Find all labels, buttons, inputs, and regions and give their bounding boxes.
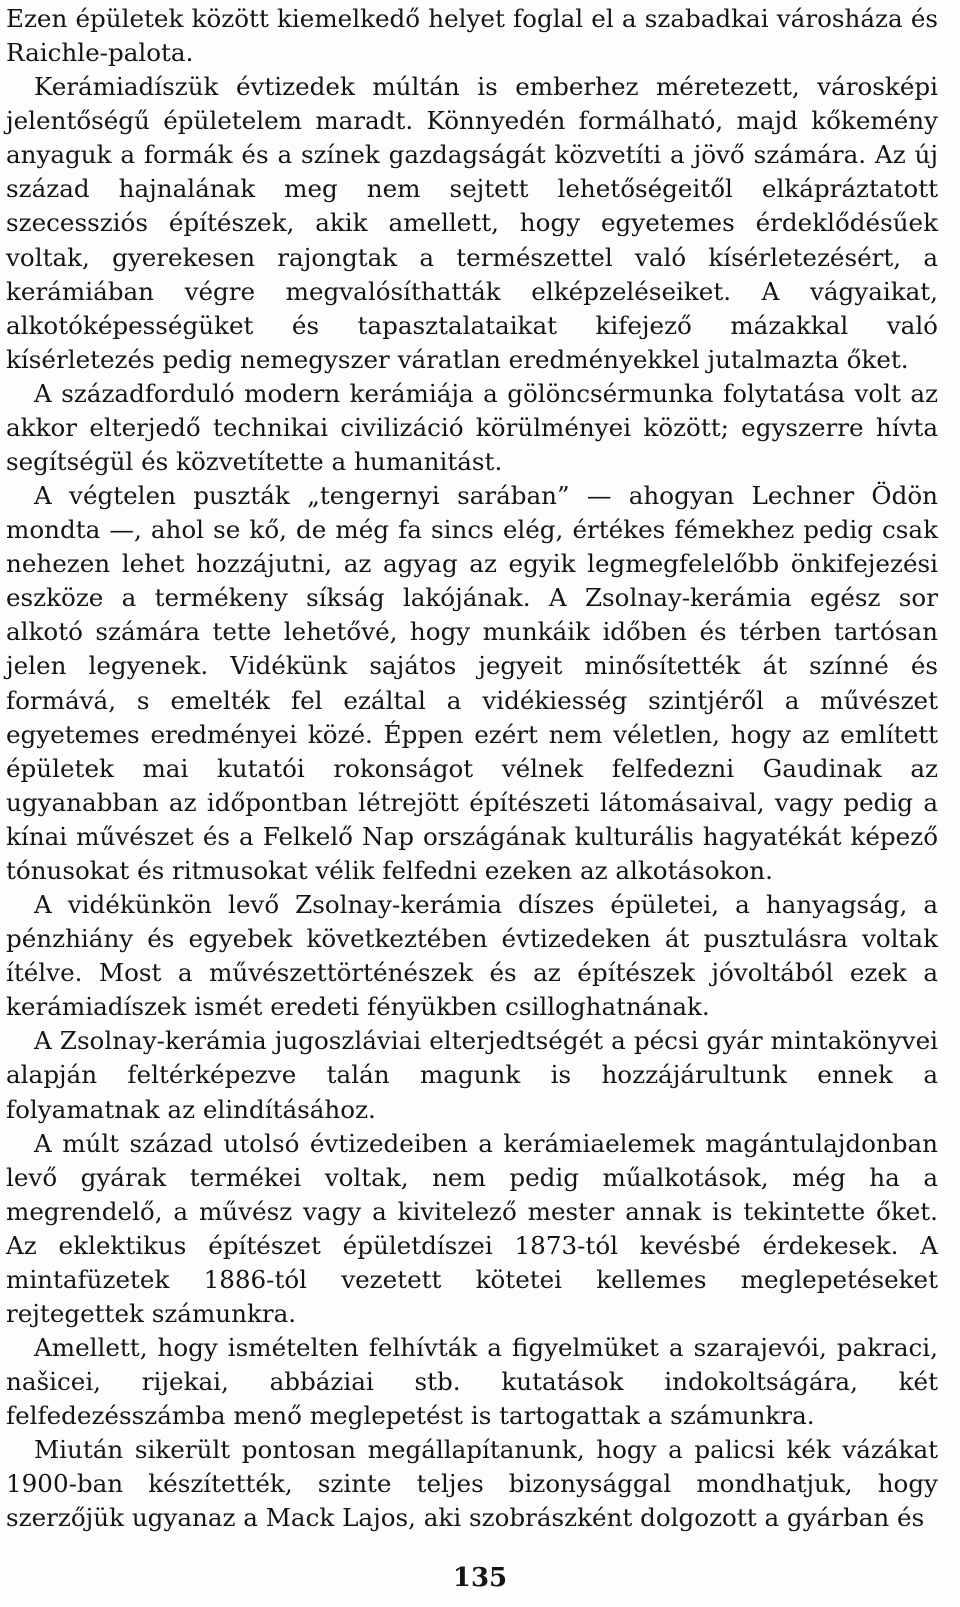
paragraph-8: Amellett, hogy ismételten felhívták a figyelmüket a szarajevói, pakraci, našicei, rijekai, abbáziai stb. kutatások indokoltságára, két felfedezésszámba menő meglepetést is tartogattak a számunkra. xyxy=(6,1333,938,1431)
paragraph-2: Kerámiadíszük évtizedek múltán is emberhez méretezett, városképi jelentőségű épületelem maradt. Könnyedén formálható, majd kőkemény anyaguk a formák és a színek gazdagságát közvetíti a jövő számára. Az új század hajnalának meg nem sejtett lehetőségeitől elkápráztatott szecessziós építészek, akik amellett, hogy egyetemes érdeklődésűek voltak, gyerekesen rajongtak a természettel való kísérletezésért, a kerámiában végre megvalósíthatták elképzeléseiket. A vágyaikat, alkotóképességüket és tapasztalataikat kifejező mázakkal való kísérletezés pedig nemegyszer váratlan eredményekkel jutalmazta őket. xyxy=(6,72,938,374)
paragraph-6: A Zsolnay-kerámia jugoszláviai elterjedtségét a pécsi gyár mintakönyvei alapján feltérképezve talán magunk is hozzájárultunk ennek a folyamatnak az elindításához. xyxy=(6,1026,938,1124)
paragraph-4: A végtelen puszták „tengernyi sarában” — ahogyan Lechner Ödön mondta —, ahol se kő, de még fa sincs elég, értékes fémekhez pedig csak nehezen lehet hozzájutni, az agyag az egyik legmegfelelőbb önkifejezési eszköze a termékeny síkság lakójának. A Zsolnay-kerámia egész sor alkotó számára tette lehetővé, hogy munkáik időben és térben tartósan jelen legyenek. Vidékünk sajátos jegyeit minősítették át színné és formává, s emelték fel ezáltal a vidékiesség szintjéről a művészet egyetemes eredményei közé. Éppen ezért nem véletlen, hogy az említett épületek mai kutatói rokonságot vélnek felfedezni Gaudinak az ugyanabban az időpontban létrejött építészeti látomásaival, vagy pedig a kínai művészet és a Felkelő Nap országának kulturális hagyatékát képező tónusokat és ritmusokat vélik felfedni ezeken az alkotásokon. xyxy=(6,481,938,885)
paragraph-7: A múlt század utolsó évtizedeiben a kerámiaelemek magántulajdonban levő gyárak termékei voltak, nem pedig műalkotások, még ha a megrendelő, a művész vagy a kivitelező mester annak is tekintette őket. Az eklektikus építészet épületdíszei 1873-tól kevésbé érdekesek. A mintafüzetek 1886-tól vezetett kötetei kellemes meglepetéseket rejtegettek számunkra. xyxy=(6,1128,938,1328)
page-number: 135 xyxy=(452,1563,508,1593)
paragraph-5: A vidékünkön levő Zsolnay-kerámia díszes épületei, a hanyagság, a pénzhiány és egyebek következtében évtizedeken át pusztulásra voltak ítélve. Most a művészettörténészek és az építészek jóvoltából ezek a kerámiadíszek ismét eredeti fényükben csilloghatnának. xyxy=(6,890,938,1022)
paragraph-9: Miután sikerült pontosan megállapítanunk, hogy a palicsi kék vázákat 1900-ban készítették, szinte teljes bizonysággal mondhatjuk, hogy szerzőjük ugyanaz a Mack Lajos, aki szobrászként dolgozott a gyárban és xyxy=(6,1435,938,1533)
body-text xyxy=(6,2,938,1536)
paragraph-1: Ezen épületek között kiemelkedő helyet foglal el a szabadkai városháza és Raichle-palota. xyxy=(6,4,938,68)
paragraph-3: A századforduló modern kerámiája a gölöncsérmunka folytatása volt az akkor elterjedő technikai civilizáció körülményei között; egyszerre hívta segítségül és közvetítette a humanitást. xyxy=(6,378,938,477)
